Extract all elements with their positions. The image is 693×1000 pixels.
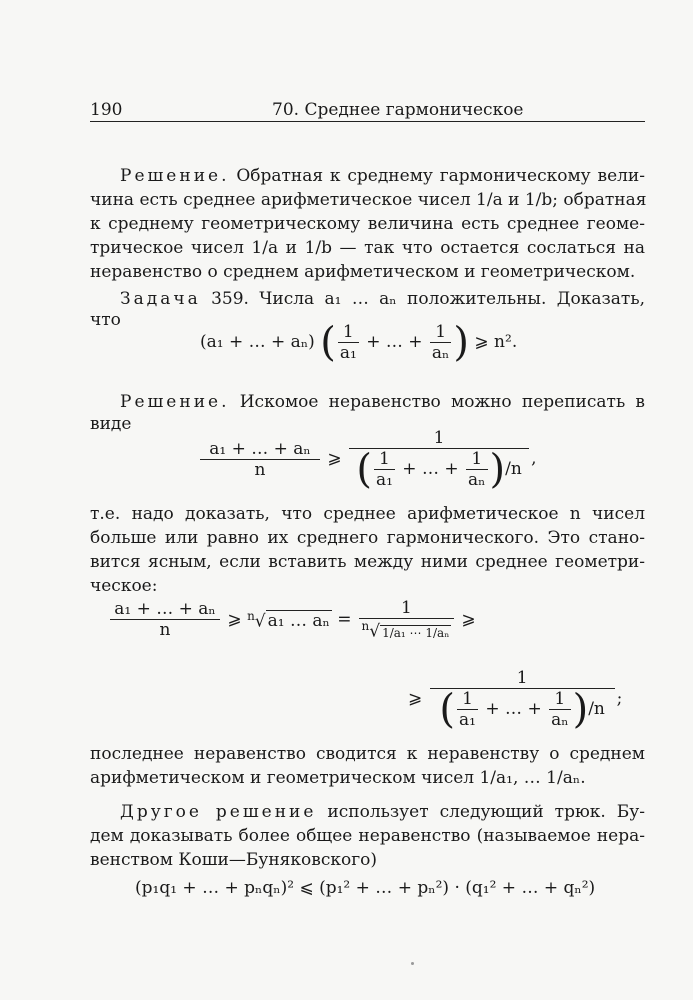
para3-line2: больше или равно их среднего гармонического. Это стано- — [90, 528, 645, 548]
scan-speck — [411, 962, 414, 965]
equation-2: $\frac{\text{a₁ + … + aₙ}}{n}$ ⩾ 1 ( $\frac{1}{\text{a₁}}$ + … + $\frac{1}{\text{aₙ}}$ )/n , — [198, 428, 536, 490]
equation-3-part2: ⩾ 1 ( $\frac{1}{\text{a₁}}$ + … + $\frac{1}{\text{aₙ}}$ )/n ; — [408, 668, 623, 733]
solution1-line4: трическое чисел 1/a и 1/b — так что остается сослаться на — [90, 238, 645, 258]
header-rule — [90, 121, 645, 122]
page-number: 190 — [90, 100, 123, 120]
para3-line3: вится ясным, если вставить между ними среднее геометри- — [90, 552, 645, 572]
para5-line3: венством Коши—Буняковского) — [90, 850, 377, 870]
equation-1: (a₁ + … + aₙ) ( $\frac{1}{\text{a₁}}$ + … + $\frac{1}{\text{aₙ}}$ ) ⩾ n². — [200, 319, 518, 366]
para4-line2: арифметическом и геометрическом чисел 1/a₁, … 1/aₙ. — [90, 768, 586, 788]
solution1-line3: к среднему геометрическому величина есть среднее геоме- — [90, 214, 645, 234]
solution1-line2: чина есть среднее арифметическое чисел 1/a и 1/b; обратная — [90, 190, 647, 210]
para3-line1: т.е. надо доказать, что среднее арифметическое n чисел — [90, 504, 645, 524]
para4-line1: последнее неравенство сводится к неравенству о среднем — [90, 744, 645, 764]
solution1-line5: неравенство о среднем арифметическом и геометрическом. — [90, 262, 636, 282]
para5-line2: дем доказывать более общее неравенство (называемое нера- — [90, 826, 645, 846]
para3-line4: ческое: — [90, 576, 158, 596]
problem-line2: что — [90, 310, 121, 330]
equation-4: (p₁q₁ + … + pₙqₙ)² ⩽ (p₁² + … + pₙ²) · (q₁² + … + qₙ²) — [135, 878, 596, 898]
solution2-line1: Решение. Искомое неравенство можно переписать в — [120, 392, 645, 412]
para5-line1: Другое решение использует следующий трюк. Бу- — [120, 802, 646, 822]
problem-line1: Задача 359. Числа a₁ … aₙ положительны. Доказать, — [120, 289, 645, 309]
solution1-line1: Решение. Обратная к среднему гармоническому вели- — [120, 166, 646, 186]
section-title: 70. Среднее гармоническое — [272, 100, 524, 120]
equation-3-part1: $\frac{\text{a₁ + … + aₙ}}{n}$ ⩾ $^n$√ a₁ … aₙ = $\frac{1}{^n√ 1/a_1 \cdots 1/a_n}$ ⩾ — [108, 598, 476, 642]
solution2-line2: виде — [90, 414, 132, 434]
page-header — [90, 100, 645, 122]
